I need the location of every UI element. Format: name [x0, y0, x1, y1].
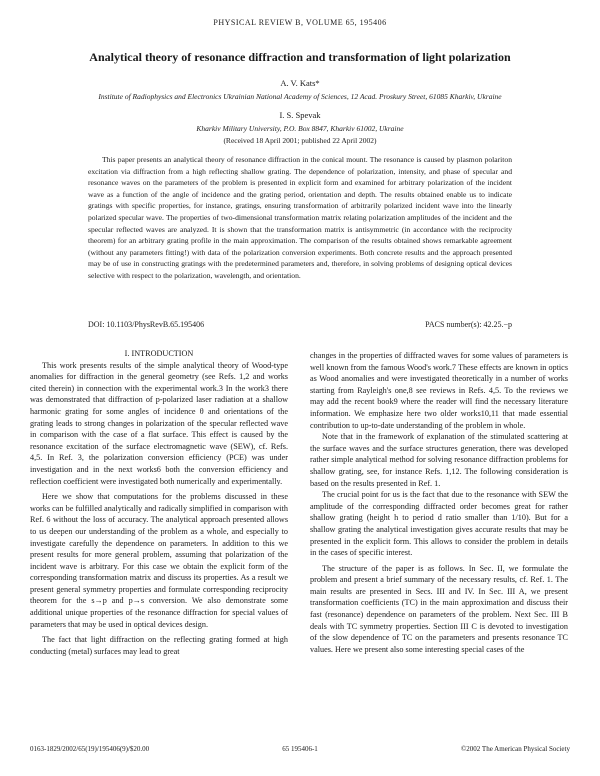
author-affiliation: Institute of Radiophysics and Electronics Ukrainian National Academy of Sciences, 12 Acad. Proskury Street, 61085 Kharkiv, Ukraine [98, 92, 502, 101]
section-heading: I. INTRODUCTION [124, 349, 194, 358]
paragraph: The crucial point for us is the fact that due to the resonance with SEW the amplitude of the corresponding diffracted order becomes great for rather shallow grating (height h to period d ratio smaller than 1/10). But for a shallow grating the analytical investigation gives accurate results that may be presented in the explicit form. This allows to consider the problem in details in the cases of specific interest. [310, 490, 568, 558]
paragraph: Note that in the framework of explanation of the stimulated scattering at the surface waves and the surface structures generation, there was developed rather simple analytical method for solving resonance diffraction problems for shallow grating, see, for instance Refs. 1,12. The following consideration is based on the results presented in Ref. 1. [310, 432, 568, 488]
author-name: A. V. Kats* [280, 78, 320, 88]
journal-header: PHYSICAL REVIEW B, VOLUME 65, 195406 [213, 18, 387, 27]
paragraph: This work presents results of the simple analytical theory of Wood-type anomalies for diffraction in the general geometry (see Refs. 1,2 and works cited therein) in connection with the experimental work.3 In the work3 there was demonstrated that diffraction of p-polarized laser radiation at a shallow harmonic grating for some angles of incidence θ and orientations of the grating leads to strong changes in polarization of the specular reflected wave in comparison with the case of a flat surface. This effect is caused by the resonance excitation of the surface electromagnetic wave (SEW), cf. Refs. 4,5. In Ref. 3, the polarization conversion efficiency (PCE) was under investigation and in the next works6 both the conversion efficiency and reflection coefficient were investigated both numerically and experimentally. [30, 360, 288, 486]
doi: DOI: 10.1103/PhysRevB.65.195406 [88, 320, 205, 329]
footer-issn: 0163-1829/2002/65(19)/195406(9)/$20.00 [30, 745, 150, 753]
paragraph: The fact that light diffraction on the reflecting grating formed at high conducting (metal) surfaces may lead to great [30, 635, 288, 656]
pacs-numbers: PACS number(s): 42.25.−p [425, 320, 512, 329]
author-affiliation: Kharkiv Military University, P.O. Box 8847, Kharkiv 61002, Ukraine [196, 124, 404, 133]
received-dates: (Received 18 April 2001; published 22 April 2002) [223, 136, 377, 145]
left-column [30, 348, 288, 657]
paragraph: Here we show that computations for the problems discussed in these works can be fulfilled analytically and radically simplified in comparison with Ref. 6 without the loss of accuracy. The analytical approach presented allows to us deepen our understanding of the problem as a whole, and especially to investigate carefully the dependence on parameters. In addition to this we present results for more general problem, assuming that polarization of the incident wave is arbitrary. For this case we obtain the explicit form of the corresponding transformation matrix and discuss its properties. As a result we present general symmetry properties and formulate corresponding reciprocity theorem for the s→p and p→s conversion. We also demonstrate some additional unique properties of the resonance diffraction for special values of parameters that may be used in optical devices design. [30, 492, 288, 629]
abstract-text: This paper presents an analytical theory of resonance diffraction in the conical mount. The resonance is caused by plasmon polariton excitation via diffraction from a high reflecting shallow grating. The dependence of polarization, intensity, and phase of specular and resonance waves on the parameters of the problem is presented in explicit form and examined for arbitrary polarization of the incident wave as a function of the angle of incidence and the grating period, orientation and depth. The results obtained enable us to indicate gratings with specific properties, for instance, gratings, ensuring transformation of arbitrarily polarized incident wave into the linearly polarized specular wave. The properties of two-dimensional transformation matrix relating polarization amplitudes of the incident and the specular reflected waves are analyzed. It is shown that the transformation matrix is antisymmetric (in accordance with the reciprocity theorem) for an arbitrary grating profile in the main approximation. The comparison of the results obtained shows remarkable agreement (without any parameters fitting!) with data of the polarization conversion experiments. Both concrete results and the approach presented may be of use in constructing gratings with the predetermined parameters and, therefore, in solving problems of designing optical devices selective with respect to the polarization, wavelength, and orientation. [88, 155, 512, 280]
footer-copyright: ©2002 The American Physical Society [460, 745, 570, 753]
abstract [88, 154, 512, 282]
paragraph: The structure of the paper is as follows. In Sec. II, we formulate the problem and present a brief summary of the necessary results, cf. Ref. 1. The main results are presented in Secs. III and IV. In Sec. III A, we present transformation coefficients (TC) in the main approximation and discuss their fast (resonance) dependence on parameters of the problem. Next Sec. III B deals with TC symmetry properties. Section III C is devoted to investigation of the slow dependence of TC on the parameters and presents resonance TC values. Here we present also some interesting special cases of the [310, 563, 568, 654]
paper-title: Analytical theory of resonance diffraction and transformation of light polarization [89, 50, 511, 64]
paragraph: changes in the properties of diffracted waves for some values of parameters is well known from the famous Wood's work.7 These effects are known in optics as Wood anomalies and were investigated theoretically in a number of works starting from Rayleigh's one,8 see reviews in Refs. 4,5. To the reviews we may add the recent book9 where the reader will find the necessary literature information. We emphasize here two older works10,11 that made essential contribution to up-to-date understanding of the problem in whole. [310, 351, 568, 430]
footer-page-number: 65 195406-1 [282, 745, 318, 753]
right-column [310, 350, 568, 655]
author-name: I. S. Spevak [279, 110, 321, 120]
